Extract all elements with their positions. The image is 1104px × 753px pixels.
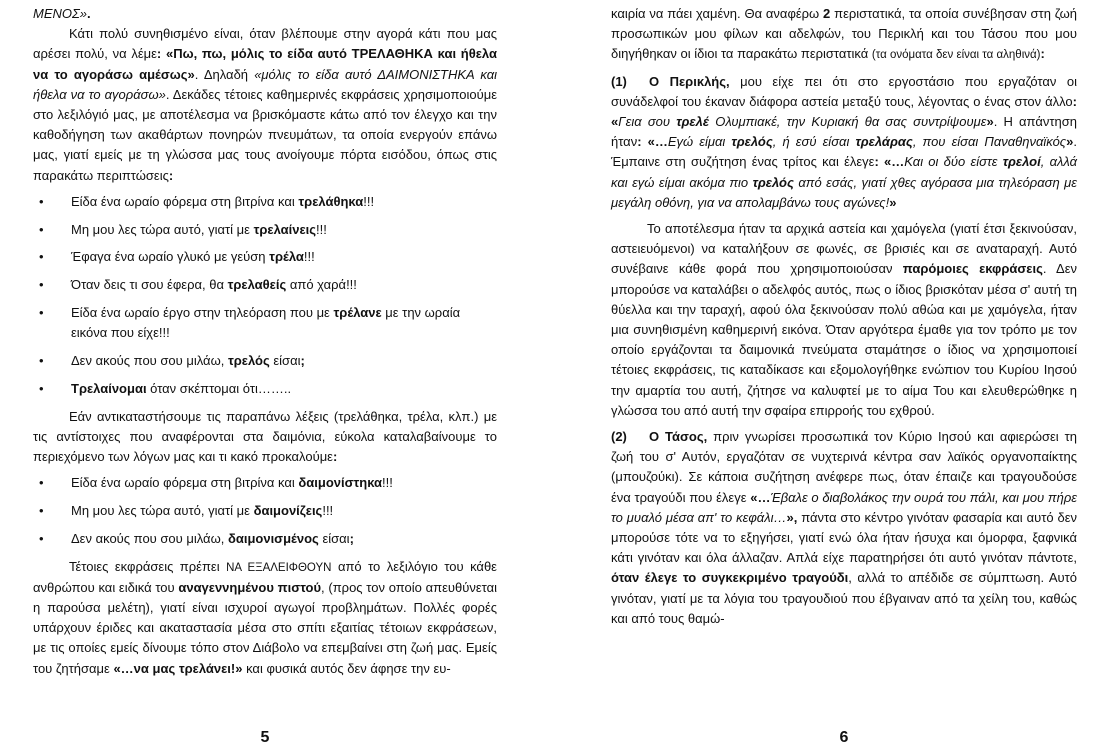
list-item: • Μη μου λες τώρα αυτό, γιατί με δαιμονίζεις!!! xyxy=(39,503,334,519)
expression-list-madness xyxy=(33,192,497,399)
list-item: • Μη μου λες τώρα αυτό, γιατί με τρελαίνεις!!! xyxy=(39,221,327,237)
list-item: • Έφαγα ένα ωραίο γλυκό με γεύση τρέλα!!! xyxy=(39,249,315,265)
paragraph-conclusion: Τέτοιες εκφράσεις πρέπει ΝΑ ΕΞΑΛΕΙΦΘΟΥΝ από το λεξιλόγιο του κάθε ανθρώπου και ειδικά του αναγεννημένου πιστού, (προς τον οποίο απευθύνεται η παρούσα μελέτη), γιατί είναι ισχυροί αγωγοί προβλημάτων. Πολλές φορές υπάρχουν έριδες και ακαταστασία μέσα στο σπίτι εξαιτίας τέτοιων εκφράσεων, με τις οποίες εμείς δίνουμε τόπο στον Διάβολο να επεμβαίνει στη ζωή μας. Εμείς του ζητήσαμε «…να μας τρελάνει!» και φυσικά αυτός δεν άφησε την ευ- xyxy=(33,558,497,676)
case-pericles: (1) Ο Περικλής, μου είχε πει ότι στο εργοστάσιο που εργαζόταν οι συνάδελφοί του έκαναν διάφορα αστεία μεταξύ τους, λέγοντας ο ένας στον άλλο: «Γεια σου τρελέ Ολυμπιακέ, την Κυριακή θα σας συντρίψουμε». Η απάντηση ήταν: «…Εγώ είμαι τρελός, ή εσύ είσαι τρελάρας, που είσαι Παναθηναϊκός». Έμπαινε στη συζήτηση ένας τρίτος και έλεγε: «…Και οι δύο είστε τρελοί, αλλά και εγώ είμαι ακόμα πιο τρελός από εσάς, γιατί χθες αγόρασα μια τηλεόραση με μεγάλη οθόνη, για να απολαμβάνω τους αγώνες!» xyxy=(611,73,1078,210)
list-item: • Τρελαίνομαι όταν σκέπτομαι ότι…….. xyxy=(39,380,292,396)
paragraph-outcome: Το αποτέλεσμα ήταν τα αρχικά αστεία και χαμόγελα (γιατί έτσι ξεκινούσαν, αστειευόμενοι) να καταλήξουν σε φωνές, σε βρισιές και σε αναταραχή. Αυτό συνέβαινε κάθε φορά που χρησιμοποιούσαν παρόμοιες εκφράσεις. Δεν μπορούσε να καταλάβει ο αδελφός αυτός, πως ο ίδιος βρισκόταν μέσα σ' αυτή τη θύελλα και την ταραχή, αφού όλα ξεκινούσαν πολύ αθώα και με χαμόγελα, ήταν μια συνηθισμένη καθημερινή εικόνα. Όταν αργότερα έμαθε για τον τρόπο με τον οποίο εργάζονται τα δαιμονικά πνεύματα σταμάτησε ο ίδιος να χρησιμοποιεί τέτοιες εκφράσεις, τις καταδίκασε και εξομολογήθηκε ενώπιον του Κυρίου Ιησού την αμαρτία του αυτή, ζήτησε να καλυφτεί με το αίμα Του και ελευθερώθηκε η γλώσσα του από αυτή την σφαίρα επιρροής του εχθρού. xyxy=(611,221,1077,418)
list-item: • Είδα ένα ωραίο φόρεμα στη βιτρίνα και δαιμονίστηκα!!! xyxy=(39,475,393,491)
list-item: • Δεν ακούς που σου μιλάω, τρελός είσαι; xyxy=(39,353,305,369)
list-item: • Όταν δεις τι σου έφερα, θα τρελαθείς από χαρά!!! xyxy=(39,277,357,293)
page-number: 5 xyxy=(260,729,270,746)
list-item: • Είδα ένα ωραίο φόρεμα στη βιτρίνα και τρελάθηκα!!! xyxy=(39,193,375,209)
page-number: 6 xyxy=(839,729,849,746)
paragraph-continuation: καιρία να πάει χαμένη. Θα αναφέρω 2 περιστατικά, τα οποία συνέβησαν στη ζωή προσωπικών μου φίλων και αδελφών, του Περικλή και του Τάσου που μου διηγήθηκαν οι ίδιοι τα παρακάτω περιστατικά (τα ονόματα δεν είναι τα αληθινά): xyxy=(611,6,1077,62)
list-item: • Δεν ακούς που σου μιλάω, δαιμονισμένος είσαι; xyxy=(39,530,354,546)
right-page xyxy=(611,4,1077,753)
left-page xyxy=(33,4,497,753)
case-tasos: (2) Ο Τάσος, πριν γνωρίσει προσωπικά τον Κύριο Ιησού και αφιερώσει τη ζωή του σ' Αυτόν, εργαζόταν σε νυχτερινά κέντρα σαν λαϊκός οργανοπαίκτης (μπουζούκι). Σε κάποια συζήτηση ανέφερε πως, όταν έπαιζε και τραγουδούσε ένα τραγούδι που έλεγε «…Έβαλε ο διαβολάκος την ουρά του πάλι, και μου πήρε το μυαλό μέσα απ' το κεφάλι…», πάντα στο κέντρο γινόταν φασαρία και αυτό δεν μπορούσε τότε να το εξηγήσει, γιατί ενώ όλα ήταν ήσυχα και όμορφα, ξαφνικά κάτι γινόταν και όλα άλλαζαν. Απλά είχε παρατηρήσει ότι αυτό γινόταν πάντοτε, όταν έλεγε το συγκεκριμένο τραγούδι, αλλά το απέδιδε σε σύμπτωση. Αυτό γινόταν, γιατί με τα λόγια του τραγουδιού που έβγαιναν από τα χείλη του, καθώς και από τους θαμώ- xyxy=(611,429,1078,626)
paragraph-substitution: Εάν αντικαταστήσουμε τις παραπάνω λέξεις (τρελάθηκα, τρέλα, κλπ.) με τις αντίστοιχες που αναφέρονται στα δαιμόνια, εύκολα καταλαβαίνουμε το περιεχόμενο των λόγων μας και τι κακό προκαλούμε: xyxy=(33,408,497,465)
expression-list-demonic xyxy=(33,473,497,549)
paragraph-intro: Κάτι πολύ συνηθισμένο είναι, όταν βλέπουμε στην αγορά κάτι που μας αρέσει πολύ, να λέμε: «Πω, πω, μόλις το είδα αυτό ΤΡΕΛΑΘΗΚΑ και ήθελα να το αγοράσω αμέσως». Δηλαδή «μόλις το είδα αυτό ΔΑΙΜΟΝΙΣΤΗΚΑ και ήθελα να το αγοράσω». Δεκάδες τέτοιες καθημερινές εκφράσεις χρησιμοποιούμε στο λεξιλόγιό μας, με αποτέλεσμα να βρισκόμαστε κάτω από τον έλεγχο και την καθοδήγηση των ακαθάρτων πονηρών πνευμάτων, τα οποία ενεργούν επάνω μας, γιατί εμείς με τη γλώσσα μας τους ανοίγουμε πόρτα εισόδου, όπως στις παρακάτω περιπτώσεις: xyxy=(33,26,498,183)
paragraph-continuation: ΜΕΝΟΣ». xyxy=(33,6,91,21)
list-item: • Είδα ένα ωραίο έργο στην τηλεόραση που με τρέλανε με την ωραία εικόνα που είχε!!! xyxy=(39,305,461,341)
